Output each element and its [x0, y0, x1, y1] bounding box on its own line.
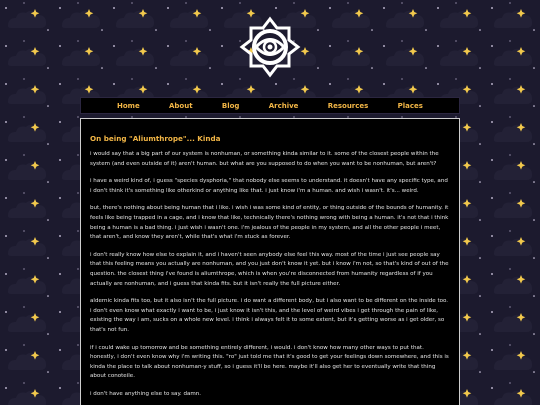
post-paragraph: but, there's nothing about being human that i like. i wish i was some kind of entity, or thing outside of the bounds of humanity. it feels like being trapped in a cage, and i know that like, technically there's nothing wrong with being a human. it's not that i think being a human is a bad thing. i just wish i wasn't one. i'm jealous of the people in my system, and all the other people i meet, that aren't, and know they aren't, while that's what i'm stuck as forever. — [90, 205, 449, 241]
main-nav — [80, 97, 460, 114]
nav-about-link[interactable]: About — [169, 101, 193, 110]
post-paragraph: i don't have anything else to say. damn. — [90, 390, 202, 397]
post-paragraph: i have a weird kind of, i guess "species dysphoria," that nobody else seems to understand. it doesn't have any specific type, and i don't think it's something like otherkind or anything like that. i just know i'm a human. and wish i wasn't. it's... weird. — [90, 178, 448, 194]
post-title: On being "Aliumthrope"... Kinda — [90, 134, 221, 143]
post-paragraph: aldernic kinda fits too, but it also isn't the full picture. i do want a different body, but i also want to be different on the inside too. i don't even know what exactly i want to be, i just know it isn't this, and the level of weird vibes i get through the pain of like, existing the way i am, sucks on a whole new level. i think i always felt it to some extent, but it's getting worse as i get older, so that's not fun. — [90, 298, 449, 333]
post-paragraph: i would say that a big part of our system is nonhuman, or something kinda similar to it. some of the closest people within the system (and even outside of it) aren't human. but what are you supposed to do when you want to be nonhuman, but aren't? — [90, 151, 439, 167]
nav-home-link[interactable]: Home — [117, 101, 140, 110]
nav-archive-link[interactable]: Archive — [268, 101, 299, 110]
nav-places-link[interactable]: Places — [397, 101, 423, 110]
nav-resources-link[interactable]: Resources — [327, 101, 369, 110]
post-panel — [80, 118, 460, 405]
post-paragraph: if i could wake up tomorrow and be something entirely different, i would. i don't know how many other ways to put that. honestly, i don't even know why i'm writing this. "ro" just told me that it's good to get your feelings down somewhere, and this is kinda the place to talk about nonhuman-y stuff, so i guess it'll be here. maybe it'll also get her to eventually write that thing about conoteile. — [90, 344, 449, 380]
post-paragraph: i don't really know how else to explain it, and i haven't seen anybody else feel this way. most of the time i just see people say that this feeling means you actually are nonhuman, and you just don't know it yet. but i know i'm not, so that's kind of out of the question. the closest thing i've found is aliumthrope, which is when you're disconnected from humanity regardless of if you actually are nonhuman, and i guess that kinda fits. but it isn't really the full picture either. — [90, 251, 449, 287]
eye-compass-icon[interactable] — [239, 16, 301, 78]
nav-blog-link[interactable]: Blog — [221, 101, 240, 110]
